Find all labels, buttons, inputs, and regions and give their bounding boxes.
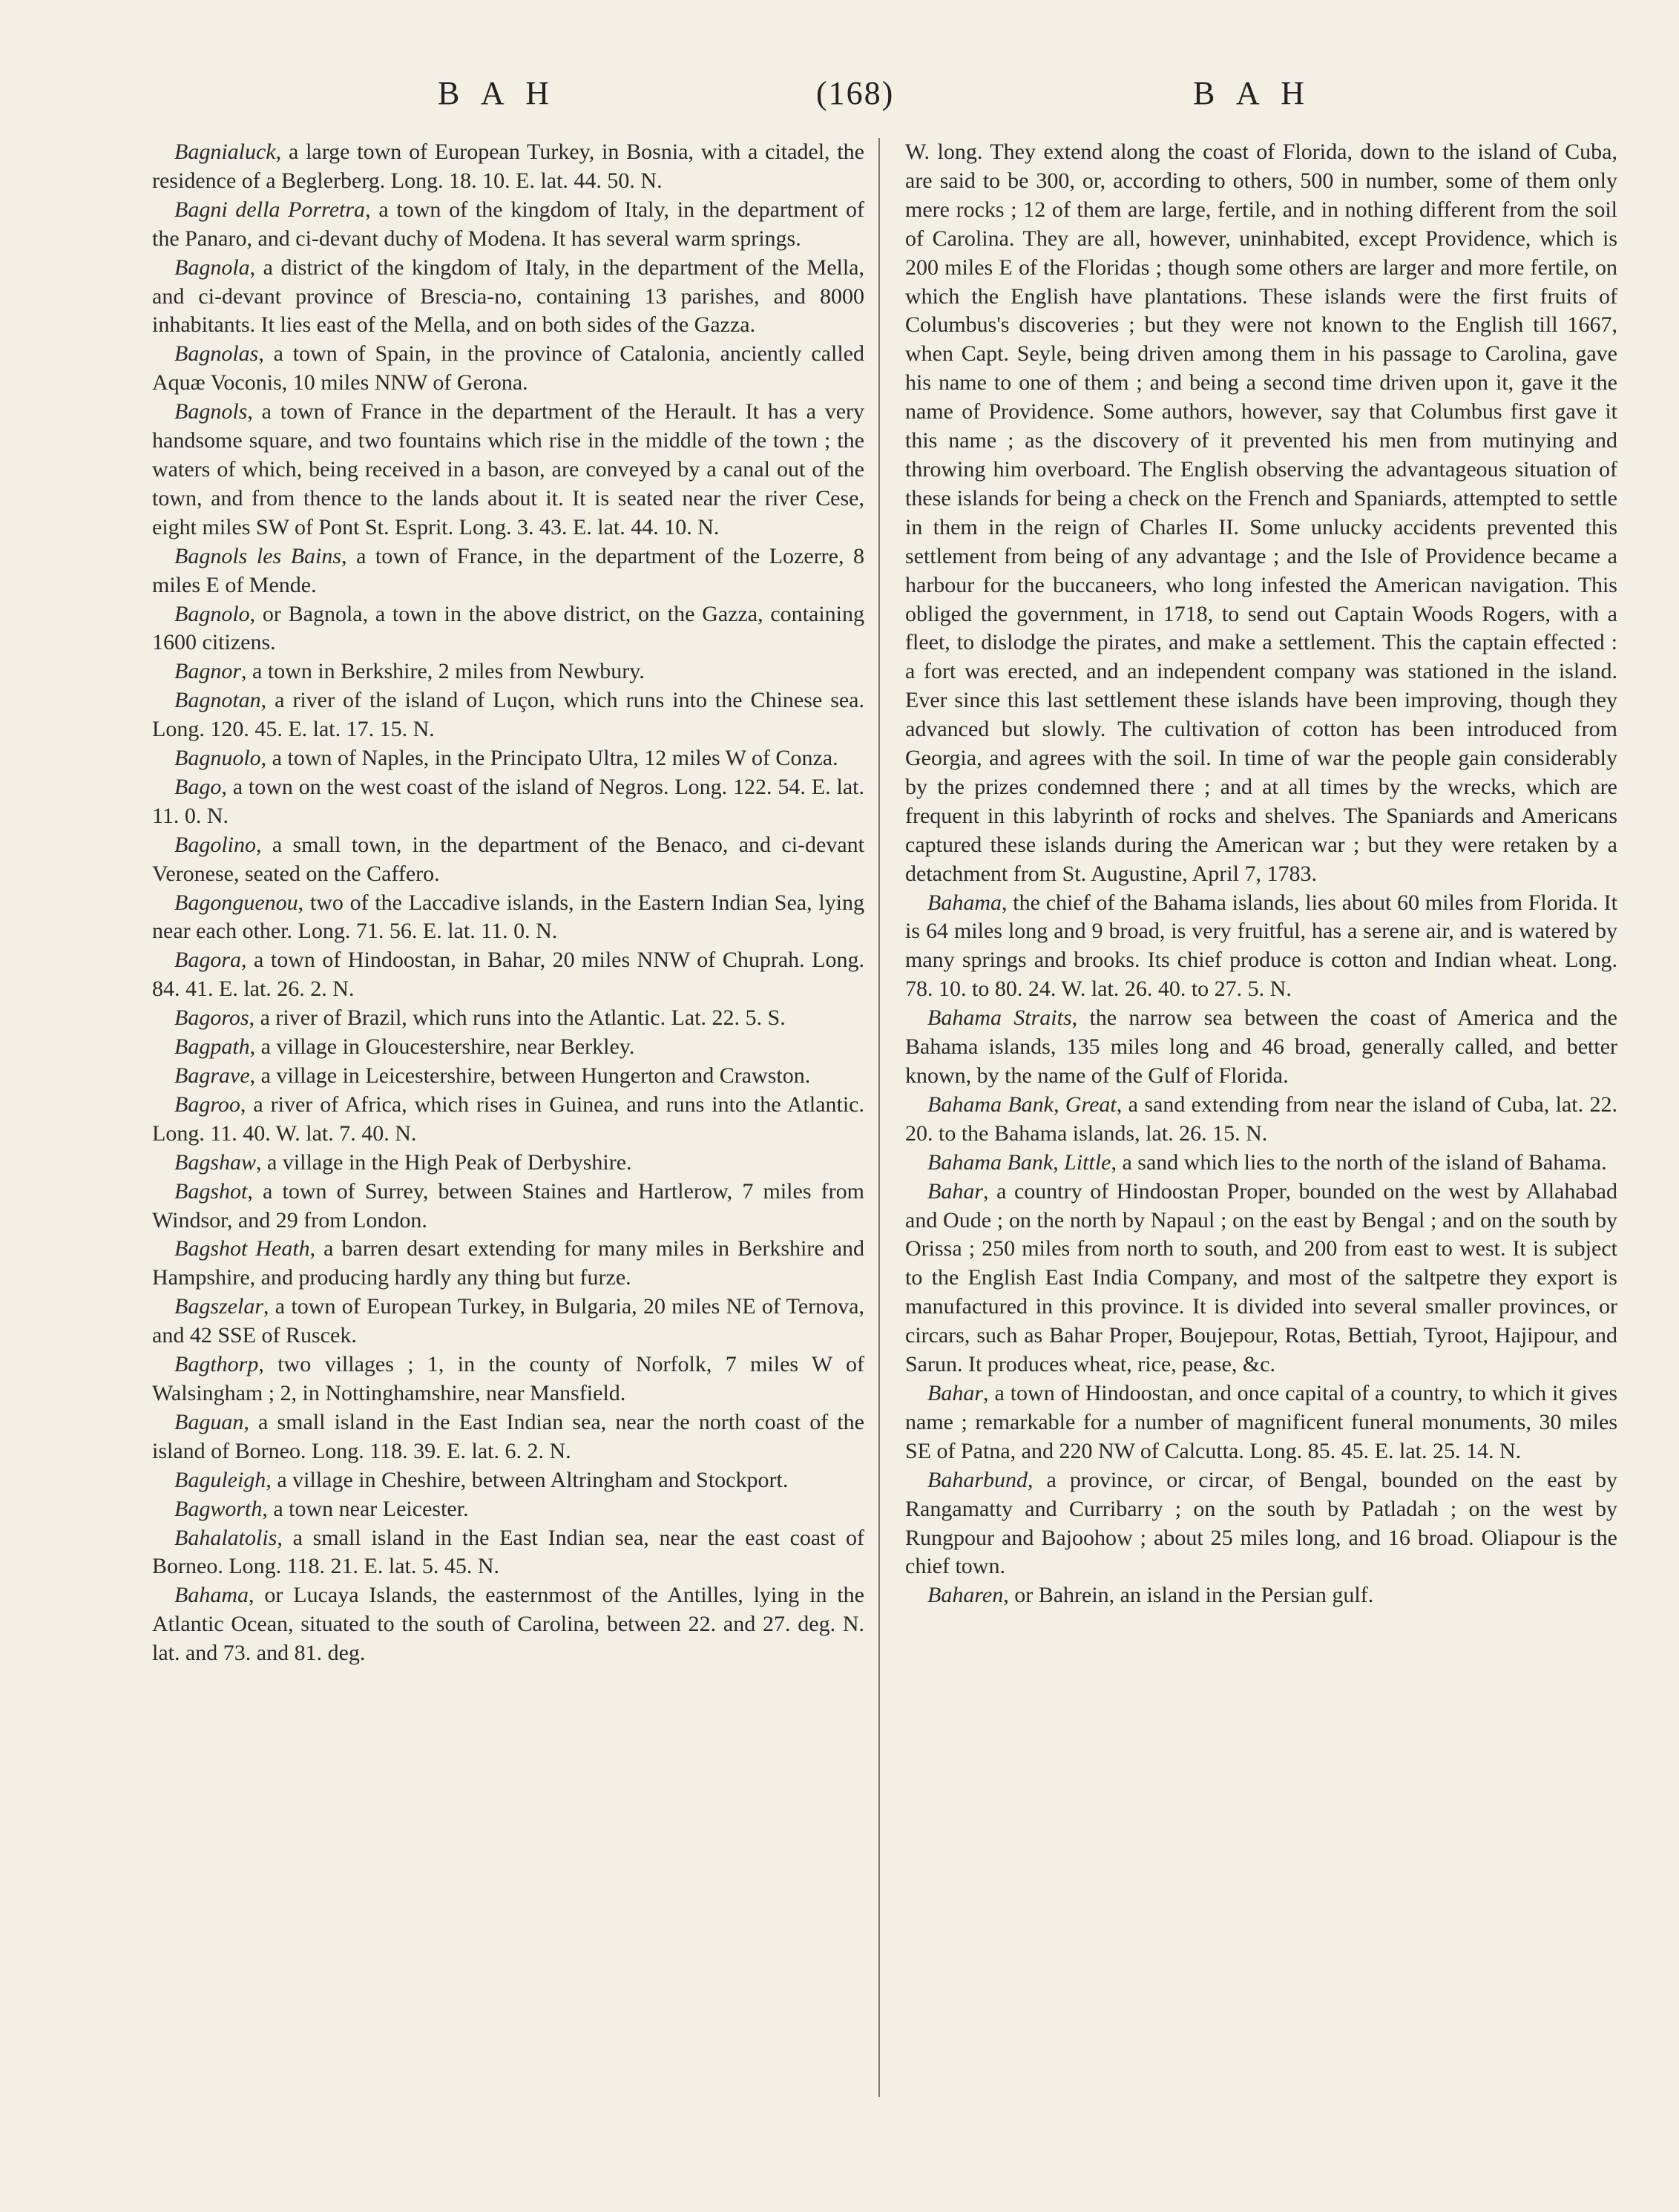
entry-text: , a province, or circar, of Bengal, bounded on the east by Rangamatty and Curribarry ; on the south by Patladah ; on the west by Rungpour and Bajoohow ; about 25 miles long, and 16 broad. Oliapour is the chief town. xyxy=(905,1467,1617,1579)
gazetteer-entry xyxy=(152,1178,864,1235)
entry-text: , a river of the island of Luçon, which runs into the Chinese sea. Long. 120. 45. E. lat. 17. 15. N. xyxy=(152,688,864,742)
gazetteer-entry xyxy=(152,138,864,196)
entry-headword: Bagroo xyxy=(174,1092,240,1117)
gazetteer-entry xyxy=(152,686,864,744)
entry-text: , a town of Hindoostan, and once capital of a country, to which it gives name ; remarkable for a number of magnificent funeral monuments, 30 miles SE of Patna, and 220 NW of Calcutta. Long. 85. 45. E. lat. 25. 14. N. xyxy=(905,1380,1617,1463)
entry-text: , a small town, in the department of the Benaco, and ci-devant Veronese, seated on the Caffero. xyxy=(152,832,864,886)
entry-text: , a town of Naples, in the Principato Ultra, 12 miles W of Conza. xyxy=(260,746,838,771)
entry-headword: Bagnola xyxy=(174,255,250,280)
gazetteer-entry xyxy=(152,1408,864,1466)
entry-text: , a town of European Turkey, in Bulgaria, 20 miles NE of Ternova, and 42 SSE of Ruscek. xyxy=(152,1294,864,1348)
gazetteer-entry xyxy=(152,1350,864,1408)
entry-headword: Bagnolo xyxy=(174,601,250,626)
entry-text: , a town near Leicester. xyxy=(262,1496,469,1521)
entry-headword: Bahama Bank, Great xyxy=(927,1092,1117,1117)
entry-text: , or Bagnola, a town in the above district, on the Gazza, containing 1600 citizens. xyxy=(152,601,864,655)
gazetteer-entry xyxy=(905,1178,1617,1379)
entry-headword: Baharen xyxy=(927,1583,1004,1608)
entry-text: , a village in Gloucestershire, near Berkley. xyxy=(249,1034,635,1060)
gazetteer-entry xyxy=(152,946,864,1004)
entry-headword: Bagora xyxy=(174,948,241,973)
gazetteer-entry xyxy=(152,744,864,773)
gazetteer-entry xyxy=(152,657,864,686)
entry-headword: Bahama xyxy=(174,1583,249,1608)
entry-text: , a town of Surrey, between Staines and Hartlerow, 7 miles from Windsor, and 29 from London. xyxy=(152,1178,864,1233)
entry-headword: Bagworth xyxy=(174,1496,263,1521)
entry-headword: Bahama Straits xyxy=(927,1005,1072,1031)
entry-headword: Baguan xyxy=(174,1409,244,1434)
gazetteer-entry xyxy=(152,1149,864,1178)
entry-headword: Bagnols xyxy=(174,399,248,424)
entry-headword: Bagshot xyxy=(174,1178,248,1204)
entry-headword: Bagshaw xyxy=(174,1149,257,1175)
gazetteer-entry xyxy=(905,1091,1617,1149)
entry-headword: Bahar xyxy=(927,1380,983,1405)
entry-headword: Bahar xyxy=(927,1178,983,1204)
entry-text: , a country of Hindoostan Proper, bounded on the west by Allahabad and Oude ; on the north by Napaul ; on the east by Bengal ; and on the south by Orissa ; 250 miles from north to south, and 200 from east to west. It is subject to the English East India Company, and most of the saltpetre they export is manufactured in this province. It is divided into several smaller provinces, or circars, such as Bahar Proper, Boujepour, Rotas, Bettiah, Tyroot, Hajipour, and Sarun. It produces wheat, rice, pease, &c. xyxy=(905,1178,1617,1377)
entry-text: , two of the Laccadive islands, in the Eastern Indian Sea, lying near each other. Long. 71. 56. E. lat. 11. 0. N. xyxy=(152,890,864,944)
entry-text: , a sand which lies to the north of the island of Bahama. xyxy=(1111,1149,1607,1175)
entry-headword: Bagnolas xyxy=(174,341,259,367)
gazetteer-entry xyxy=(152,889,864,947)
entry-text: , a village in the High Peak of Derbyshire. xyxy=(256,1149,632,1175)
entry-text: , a town on the west coast of the island of Negros. Long. 122. 54. E. lat. 11. 0. N. xyxy=(152,774,864,828)
entry-text: , a large town of European Turkey, in Bosnia, with a citadel, the residence of a Beglerberg. Long. 18. 10. E. lat. 44. 50. N. xyxy=(152,140,864,193)
gazetteer-entry xyxy=(152,254,864,341)
entry-headword: Bagnialuck xyxy=(174,140,276,164)
gazetteer-entry xyxy=(152,600,864,658)
entry-text: , a village in Cheshire, between Altringham and Stockport. xyxy=(266,1467,789,1492)
gazetteer-entry xyxy=(152,1581,864,1668)
entry-headword: Bago xyxy=(174,774,222,799)
entry-text: , a town of France in the department of the Herault. It has a very handsome square, and two fountains which rise in the middle of the town ; the waters of which, being received in a bason, are conveyed by a canal out of the town, and from thence to the lands about it. It is seated near the river Cese, eight miles SW of Pont St. Esprit. Long. 3. 43. E. lat. 44. 10. N. xyxy=(152,399,864,539)
gazetteer-entry xyxy=(905,1379,1617,1466)
entry-headword: Baguleigh xyxy=(174,1467,266,1492)
gazetteer-entry xyxy=(152,398,864,542)
gazetteer-entry xyxy=(152,831,864,889)
entry-text: , the chief of the Bahama islands, lies about 60 miles from Florida. It is 64 miles long and 9 broad, is very fruitful, has a serene air, and is watered by many springs and brooks. Its chief produce is cotton and Indian wheat. Long. 78. 10. to 80. 24. W. lat. 26. 40. to 27. 5. N. xyxy=(905,890,1617,1002)
entry-text: , a river of Africa, which rises in Guinea, and runs into the Atlantic. Long. 11. 40. W. lat. 7. 40. N. xyxy=(152,1092,864,1146)
entry-headword: Bagshot Heath xyxy=(174,1236,310,1261)
entry-text: , a town of France, in the department of the Lozerre, 8 miles E of Mende. xyxy=(152,543,865,597)
entry-text: , two villages ; 1, in the county of Norfolk, 7 miles W of Walsingham ; 2, in Nottinghamshire, near Mansfield. xyxy=(152,1352,864,1405)
gazetteer-entry xyxy=(152,340,864,398)
entry-text: , a village in Leicestershire, between Hungerton and Crawston. xyxy=(249,1063,811,1088)
entry-headword: Bagpath xyxy=(174,1034,250,1060)
entry-headword: Bagolino xyxy=(174,832,256,857)
entry-text: , or Bahrein, an island in the Persian gulf. xyxy=(1003,1583,1374,1608)
entry-text: , a town in Berkshire, 2 miles from Newbury. xyxy=(241,659,645,684)
entry-text: , a town of the kingdom of Italy, in the department of the Panaro, and ci-devant duchy of Modena. It has several warm springs. xyxy=(152,197,864,251)
page-number: (168) xyxy=(816,75,895,111)
entry-text: , a barren desart extending for many miles in Berkshire and Hampshire, and producing hardly any thing but furze. xyxy=(152,1236,865,1290)
entry-text: , or Lucaya Islands, the easternmost of the Antilles, lying in the Atlantic Ocean, situated to the south of Carolina, between 22. and 27. deg. N. lat. and 73. and 81. deg. xyxy=(152,1583,864,1666)
gazetteer-entry xyxy=(152,1293,864,1350)
entry-headword: Bagonguenou xyxy=(174,890,298,915)
entry-text: , a sand extending from near the island of Cuba, lat. 22. 20. to the Bahama islands, lat. 26. 15. N. xyxy=(905,1092,1618,1146)
entry-text: , a town of Hindoostan, in Bahar, 20 miles NNW of Chuprah. Long. 84. 41. E. lat. 26. 2. N. xyxy=(152,948,864,1002)
gazetteer-entry xyxy=(152,196,864,254)
gazetteer-entry xyxy=(905,1466,1617,1582)
gazetteer-entry xyxy=(905,1581,1617,1610)
entry-headword: Bagnols les Bains xyxy=(174,543,342,568)
entry-headword: Bagszelar xyxy=(174,1294,263,1319)
right-column xyxy=(905,138,1617,1610)
left-column xyxy=(152,138,864,1668)
gazetteer-entry xyxy=(152,1062,864,1091)
entry-text: , a small island in the East Indian sea, near the north coast of the island of Borneo. Long. 118. 39. E. lat. 6. 2. N. xyxy=(152,1409,864,1463)
entry-text: W. long. They extend along the coast of Florida, down to the island of Cuba, are said to be 300, or, according to others, 500 in number, some of them only mere rocks ; 12 of them are large, fertile, and in nothing different from the soil of Carolina. They are all, however, uninhabited, except Providence, which is 200 miles E of the Floridas ; though some others are larger and more fertile, on which the English have plantations. These islands were the first fruits of Columbus's discoveries ; but they were not known to the English till 1667, when Capt. Seyle, being driven among them in his passage to Carolina, gave his name to one of them ; and being a second time driven upon it, gave it the name of Providence. Some authors, however, say that Columbus first gave it this name ; as the discovery of it prevented his men from mutinying and throwing him overboard. The English observing the advantageous situation of these islands for being a check on the French and Spaniards, attempted to settle in them in the reign of Charles II. Some unlucky accidents prevented this settlement from being of any advantage ; and the Isle of Providence became a harbour for the buccaneers, who long infested the American navigation. This obliged the government, in 1718, to send out Captain Woods Rogers, with a fleet, to dislodge the pirates, and make a settlement. This the captain effected : a fort was erected, and an independent company was stationed in the island. Ever since this last settlement these islands have been improving, though they advanced but slowly. The cultivation of cotton has been introduced from Georgia, and agrees with the soil. In time of war the people gain considerably by the prizes condemned there ; and at all times by the wrecks, which are frequent in this labyrinth of rocks and shelves. The Spaniards and Americans captured these islands during the American war ; but they were retaken by a detachment from St. Augustine, April 7, 1783. xyxy=(905,140,1617,886)
entry-headword: Bagrave xyxy=(174,1063,250,1088)
entry-headword: Bagni della Porretra xyxy=(174,197,366,222)
gazetteer-entry xyxy=(905,1004,1617,1091)
entry-text: , a river of Brazil, which runs into the Atlantic. Lat. 22. 5. S. xyxy=(249,1005,786,1031)
column-rule xyxy=(878,138,880,2097)
entry-headword: Bahama xyxy=(927,890,1002,915)
entry-text: , a town of Spain, in the province of Catalonia, anciently called Aquæ Voconis, 10 miles NNW of Gerona. xyxy=(152,341,864,396)
gazetteer-entry xyxy=(152,542,864,600)
entry-headword: Bagnotan xyxy=(174,688,261,713)
gazetteer-entry xyxy=(905,138,1617,889)
running-head-right: B A H xyxy=(1193,75,1312,111)
entry-headword: Bagthorp xyxy=(174,1352,259,1377)
gazetteer-entry xyxy=(905,1149,1617,1178)
entry-headword: Baharbund xyxy=(927,1467,1028,1492)
gazetteer-entry xyxy=(152,1495,864,1524)
running-head-left: B A H xyxy=(438,75,557,111)
gazetteer-entry xyxy=(152,1466,864,1495)
entry-headword: Bahalatolis xyxy=(174,1525,277,1550)
gazetteer-entry xyxy=(152,1524,864,1582)
entry-headword: Bahama Bank, Little xyxy=(927,1149,1111,1175)
entry-headword: Bagnuolo xyxy=(174,746,261,771)
gazetteer-entry xyxy=(152,1235,864,1293)
entry-headword: Bagoros xyxy=(174,1005,249,1031)
gazetteer-entry xyxy=(152,1004,864,1033)
entry-headword: Bagnor xyxy=(174,659,241,684)
gazetteer-entry xyxy=(152,773,864,831)
gazetteer-entry xyxy=(152,1033,864,1062)
gazetteer-entry xyxy=(152,1091,864,1149)
entry-text: , a district of the kingdom of Italy, in the department of the Mella, and ci-devant province of Brescia-no, containing 13 parishes, and 8000 inhabitants. It lies east of the Mella, and on both sides of the Gazza. xyxy=(152,255,864,338)
gazetteer-entry xyxy=(905,889,1617,1005)
entry-text: , the narrow sea between the coast of America and the Bahama islands, 135 miles long and 46 broad, generally called, and better known, by the name of the Gulf of Florida. xyxy=(905,1005,1617,1088)
entry-text: , a small island in the East Indian sea, near the east coast of Borneo. Long. 118. 21. E. lat. 5. 45. N. xyxy=(152,1525,864,1579)
